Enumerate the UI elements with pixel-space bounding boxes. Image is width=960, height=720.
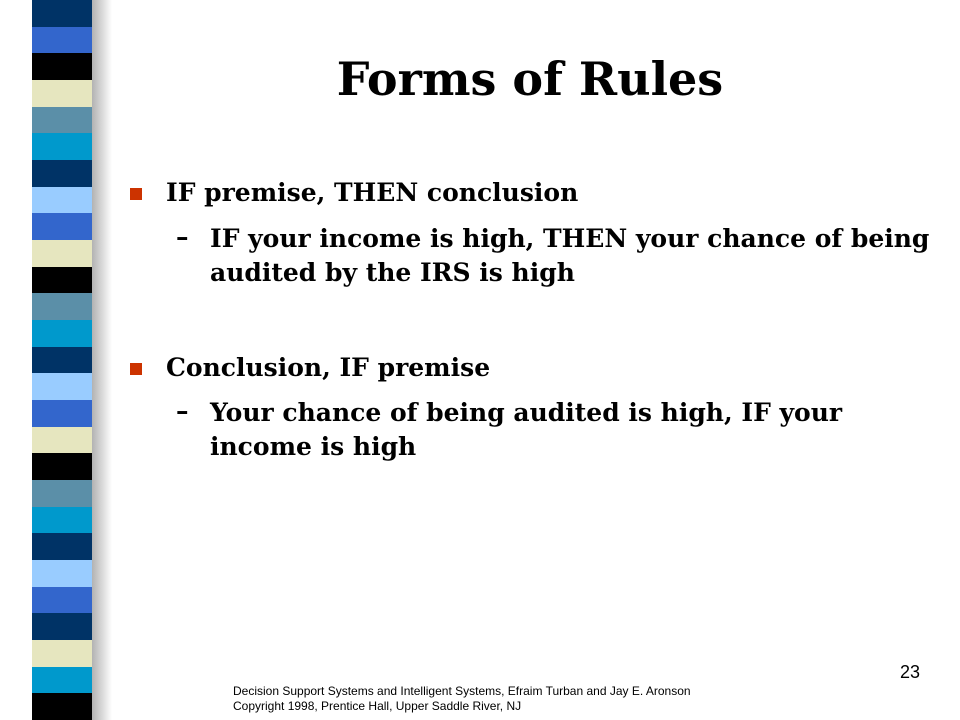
strip-block bbox=[32, 107, 92, 134]
strip-block bbox=[32, 560, 92, 587]
strip-block bbox=[32, 587, 92, 614]
strip-block bbox=[32, 507, 92, 534]
strip-block bbox=[32, 213, 92, 240]
slide-title: Forms of Rules bbox=[336, 52, 724, 106]
strip-block bbox=[32, 693, 92, 720]
strip-block bbox=[32, 667, 92, 694]
strip-block bbox=[32, 347, 92, 374]
strip-block bbox=[32, 480, 92, 507]
strip-block bbox=[32, 267, 92, 294]
dash-bullet-icon: – bbox=[176, 222, 189, 251]
footer-line-2: Copyright 1998, Prentice Hall, Upper Saddle River, NJ bbox=[233, 699, 522, 713]
strip-block bbox=[32, 53, 92, 80]
strip-block bbox=[32, 613, 92, 640]
strip-block bbox=[32, 0, 92, 27]
footer-citation bbox=[233, 684, 691, 714]
strip-block bbox=[32, 400, 92, 427]
strip-block bbox=[32, 373, 92, 400]
dash-bullet-icon: – bbox=[176, 396, 189, 425]
strip-block bbox=[32, 160, 92, 187]
sub-bullet-text: Your chance of being audited is high, IF your income is high bbox=[210, 398, 843, 461]
sub-bullet-text: IF your income is high, THEN your chance of being audited by the IRS is high bbox=[210, 224, 930, 287]
bullet-text: IF premise, THEN conclusion bbox=[166, 178, 579, 207]
bullet-text: Conclusion, IF premise bbox=[166, 353, 491, 382]
strip-block bbox=[32, 533, 92, 560]
page-number: 23 bbox=[900, 662, 921, 682]
strip-block bbox=[32, 427, 92, 454]
footer-line-1: Decision Support Systems and Intelligent Systems, Efraim Turban and Jay E. Aronson bbox=[233, 684, 691, 698]
strip-block bbox=[32, 80, 92, 107]
square-bullet-icon bbox=[130, 188, 142, 200]
strip-block bbox=[32, 320, 92, 347]
strip-block bbox=[32, 187, 92, 214]
strip-block bbox=[32, 240, 92, 267]
strip-block bbox=[32, 293, 92, 320]
strip-block bbox=[32, 27, 92, 54]
strip-block bbox=[32, 453, 92, 480]
square-bullet-icon bbox=[130, 363, 142, 375]
strip-block bbox=[32, 640, 92, 667]
decorative-block-strip bbox=[32, 0, 92, 720]
strip-block bbox=[32, 133, 92, 160]
